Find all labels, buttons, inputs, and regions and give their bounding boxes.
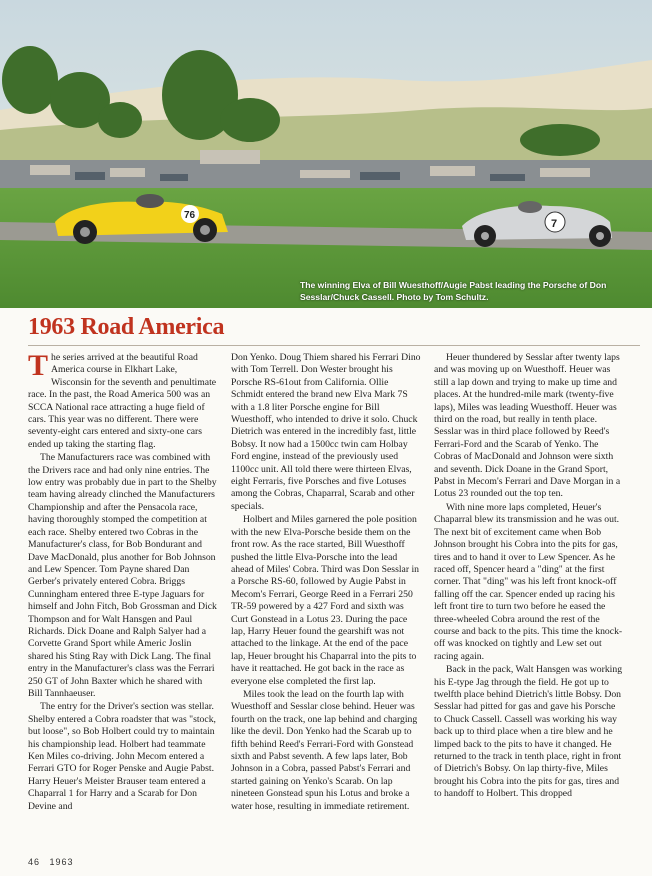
paragraph	[28, 352, 218, 451]
page-number: 46	[28, 857, 41, 867]
article-title: 1963 Road America	[28, 314, 225, 340]
paragraph: With nine more laps completed, Heuer's Chaparral blew its transmission and he was out. The next bit of excitement came when Bob Johnson brought his Cobra into the pits for gas, tires and to hand it over to Lew Spencer. As he raced off, Spencer heard a "ding" at the first corner. That "ding" was his left front knock-off falling off the car. Spencer ended up racing his left front tire to turn two before he eased the three-wheeled Cobra around the rest of the course and back to the pits. This time the knock-off was knocked on tightly and Lew set out racing again.	[434, 501, 623, 662]
photo-caption: The winning Elva of Bill Wuesthoff/Augie Pabst leading the Porsche of Don Sesslar/Chuck Cassell. Photo by Tom Schultz.	[300, 280, 607, 302]
article-column-1	[28, 352, 218, 847]
paragraph-text: he series arrived at the beautiful Road America course in Elkhart Lake, Wisconsin for the seventh and penultimate race. In the past, the Road America 500 was an SCCA National race attracting a huge field of cars. This year was no different. There were seventy-eight cars entered and sixty-one cars ended up taking the starting flag.	[28, 352, 217, 450]
paragraph: Heuer thundered by Sesslar after twenty laps and was moving up on Wuesthoff. Heuer was still a lap down and trying to make up time and places. At the hundred-mile mark (twenty-five laps), Miles was leading Wuesthoff. Heuer was third on the road, but really in tenth place. Sesslar was in third place followed by Reed's Ferrari-Ford and the Scarab of Yenko. The Cobras of MacDonald and Johnson were sixth and seventh. Dick Doane in the Grand Sport, Pabst in Mecom's Ferrari and Dave Morgan in a Lotus 23 rounded out the top ten.	[434, 352, 621, 500]
title-rule	[28, 345, 640, 346]
article-column-3	[434, 352, 624, 847]
silver-car-number: 7	[551, 218, 558, 230]
yellow-car-number: 76	[184, 210, 196, 221]
race-photo	[0, 0, 652, 308]
drop-cap: T	[28, 352, 49, 382]
section-label: 1963	[49, 857, 74, 867]
article-column-2	[231, 352, 421, 847]
paragraph: Don Yenko. Doug Thiem shared his Ferrari Dino with Tom Terrell. Don Wester brought his Porsche RS-61out from California. Ollie Schmidt entered the brand new Elva Mark 7S with a 1.8 liter Porsche engine for Bill Wuesthoff, who intended to drive it solo. Chuck Dietrich was entered in the incredibly fast, little Bobsy. It now had a 1500cc twin cam Holbay Ford engine, instead of the previously used 1100cc unit. All told there were thirteen Elvas, eight Ferraris, five Porsches and five Lotuses among the Cobras, Chaparral, Scarab and other specials.	[231, 352, 421, 512]
paragraph: The entry for the Driver's section was stellar. Shelby entered a Cobra roadster that was "stock, but loose", so Bob Holbert could try to maintain his championship lead. Holbert had teammate Ken Miles co-driving. John Mecom entered a Ferrari GTO for Roger Penske and Augie Pabst. Harry Heuer's Meister Brauser team entered a Chaparral 1 for Harry and a Scarab for Don Devine and	[28, 701, 216, 812]
race-photo-illustration	[0, 0, 652, 308]
paragraph: Miles took the lead on the fourth lap with Wuesthoff and Sesslar close behind. Heuer was fourth on the track, one lap behind and charging like the devil. Don Yenko had the Scarab up to fifth behind Reed's Ferrari-Ford with Gonstead sixth and Pabst seventh. A few laps later, Bob Johnson in a Cobra, passed Pabst's Ferrari and started gaining on Yenko's Scarab. On lap nineteen Gonstead spun his Lotus and broke a water hose, resulting in immediate retirement.	[231, 688, 418, 812]
paragraph: Holbert and Miles garnered the pole position with the new Elva-Porsche beside them on the front row. As the race started, Bill Wuesthoff pushed the little Elva-Porsche into the lead ahead of Miles' Cobra. Third was Don Sesslar in a Porsche RS-60, followed by Augie Pabst in Mecom's Ferrari, George Reed in a Ferrari 250 TR-59 powered by a 427 Ford and sixth was Curt Gonstead in a Lotus 23. During the pace lap, Harry Heuer found the gearshift was not attached to the linkage. At the end of the pace lap, Heuer brought his Chaparral into the pits to have it reattached. He got back in the race as everyone else completed the first lap.	[231, 514, 420, 687]
paragraph: Back in the pack, Walt Hansgen was working his E-type Jag through the field. He got up to twelfth place behind Dietrich's little Bobsy. Don Sesslar had pitted for gas and gave his Porsche to Chuck Cassell. Cassell was working his way back up to third place when a tire blew and he limped back to the pits to have it changed. He returned to the track in tenth place, right in front of Dietrich's Bobsy. On lap thirty-five, Miles brought his Cobra into the pits for gas, tires and to handoff to Holbert. This dropped	[434, 664, 623, 800]
page-footer	[28, 857, 74, 867]
paragraph: The Manufacturers race was combined with the Drivers race and had only nine entries. The low entry was probably due in part to the Shelby team having already clinched the Manufacturers Championship and after the Pensacola race, having thoroughly stomped the competition at each race. Shelby entered two Cobras in the Manufacturer's class, for Bob Bondurant and Dave MacDonald, plus another for Bob Johnson and Lew Spencer. Tom Payne shared Dan Gerber's privately entered Cobra. Briggs Cunningham entered three E-type Jaguars for himself and John Fitch, Bob Grossman and Dick Thompson and for Walt Hansgen and Paul Richards. Dick Doane and Ralph Salyer had a Corvette Grand Sport while Americ Joslin shared his Sting Ray with Dick Lang. The final entry in the Manufacturer's class was the Ferrari 250 GT of John Baxter which he shared with Bill Tannhaeuser.	[28, 452, 217, 699]
